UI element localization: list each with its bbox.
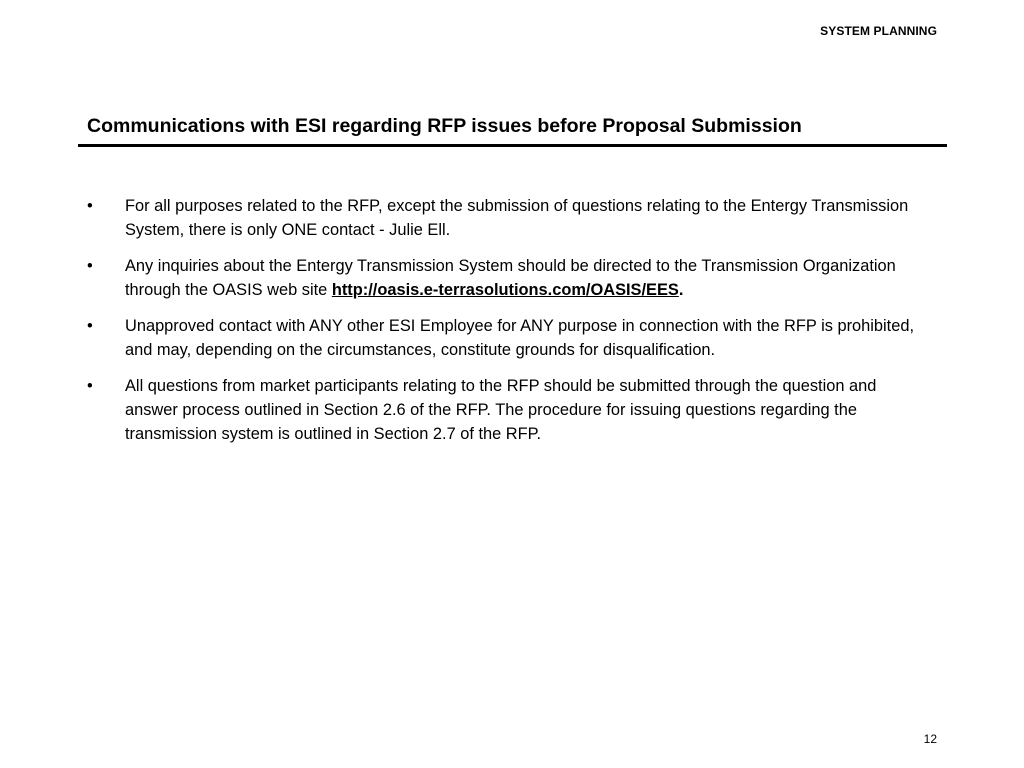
bullet-text: Any inquiries about the Entergy Transmission System should be directed to the Transmission Organization through the OASIS web site — [125, 257, 896, 299]
bullet-item-questions-process — [87, 374, 932, 446]
bullet-icon: • — [87, 317, 93, 335]
bullet-icon: • — [87, 377, 93, 395]
bullet-item-single-contact — [87, 194, 932, 242]
section-header-label: SYSTEM PLANNING — [820, 24, 937, 38]
oasis-link[interactable]: http://oasis.e-terrasolutions.com/OASIS/EES — [331, 281, 679, 299]
bullet-text-suffix: . — [678, 281, 684, 299]
bullet-item-unapproved-contact — [87, 314, 932, 362]
bullet-list — [87, 194, 932, 458]
bullet-text: For all purposes related to the RFP, except the submission of questions relating to the Entergy Transmission System, there is only ONE contact - Julie Ell. — [125, 197, 909, 239]
title-divider — [78, 144, 947, 147]
slide-title: Communications with ESI regarding RFP issues before Proposal Submission — [87, 115, 802, 137]
page-number: 12 — [923, 732, 937, 746]
bullet-text: All questions from market participants relating to the RFP should be submitted through the question and answer process outlined in Section 2.6 of the RFP. The procedure for issuing questions regarding the transmission system is outlined in Section 2.7 of the RFP. — [125, 377, 877, 443]
bullet-item-oasis-inquiries — [87, 254, 932, 302]
bullet-icon: • — [87, 197, 93, 215]
bullet-icon: • — [87, 257, 93, 275]
bullet-text: Unapproved contact with ANY other ESI Employee for ANY purpose in connection with the RFP is prohibited, and may, depending on the circumstances, constitute grounds for disqualification. — [125, 317, 915, 359]
